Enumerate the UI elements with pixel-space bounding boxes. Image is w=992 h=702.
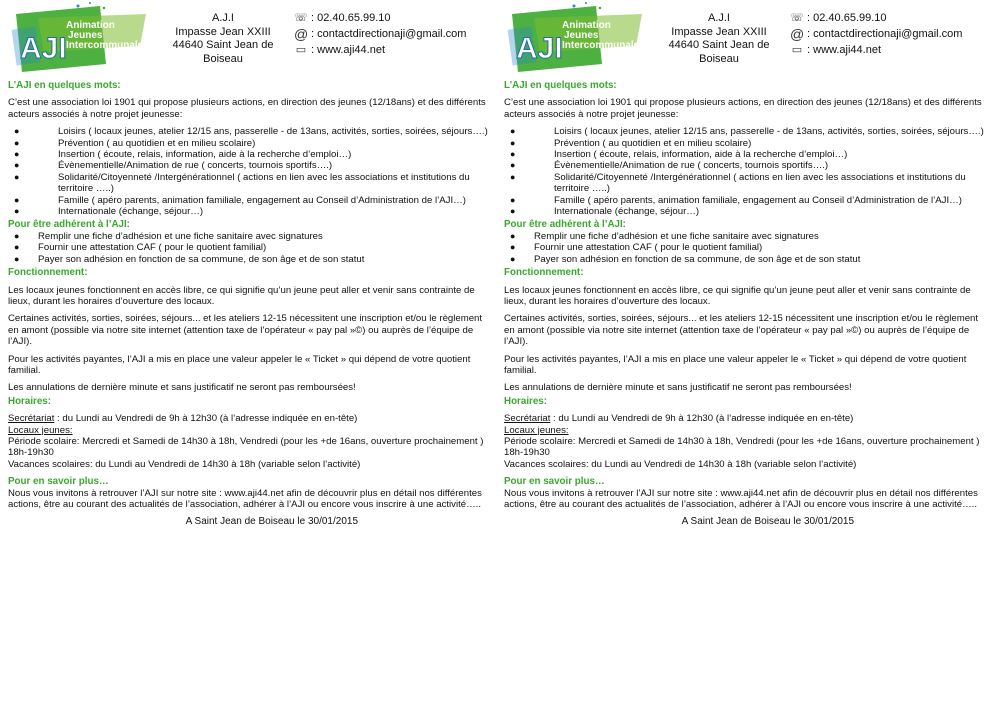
- hours-secretariat: [504, 413, 984, 424]
- computer-icon: ▭: [791, 44, 803, 56]
- bullet-icon: ●: [14, 160, 20, 171]
- youth-premises-label: Locaux jeunes:: [504, 424, 569, 436]
- logo-big-text: AJI: [20, 32, 67, 65]
- heading-more-info: Pour en savoir plus…: [504, 476, 605, 488]
- list-item: ● Insertion ( écoute, relais, information, aide à la recherche d’emploi…): [510, 149, 848, 161]
- contact-block: ☏ : 02.40.65.99.10 @ : contactdirectionaji@gmail.com ▭ : www.aji44.net: [294, 12, 467, 56]
- logo-line3: Intercommunale: [562, 40, 640, 51]
- secretariat-hours: : du Lundi au Vendredi de 9h à 12h30 (à l’adresse indiquée en en-tête): [54, 413, 358, 425]
- bullet-icon: ●: [510, 242, 516, 253]
- requirements-list: [8, 231, 488, 265]
- bullet-icon: ●: [14, 242, 20, 253]
- address-line-street: Impasse Jean XXIII: [671, 25, 767, 38]
- logo-line1: Animation: [562, 20, 611, 31]
- list-item: ● Fournir une attestation CAF ( pour le quotient familial): [14, 242, 267, 254]
- list-item: ● Insertion ( écoute, relais, information, aide à la recherche d’emploi…): [14, 149, 352, 161]
- bullet-icon: ●: [14, 149, 20, 160]
- hours-holidays: Vacances scolaires: du Lundi au Vendredi de 14h30 à 18h (variable selon l’activité): [8, 458, 361, 470]
- list-item: ● Évènementielle/Animation de rue ( concerts, tournois sportifs….): [14, 160, 333, 172]
- more-info-paragraph: Nous vous invitons à retrouver l’AJI sur notre site : www.aji44.net afin de découvrir plus en détail nos différentes actions, être au courant des actualités de l’association, adhérer à l’AJI ou encore vous inscrire à une activité…..: [8, 487, 482, 510]
- list-item: ● Remplir une fiche d’adhésion et une fiche sanitaire avec signatures: [510, 230, 819, 242]
- bullet-icon: ●: [510, 137, 516, 148]
- header: [8, 0, 488, 78]
- phone-number: 02.40.65.99.10: [813, 12, 887, 24]
- paragraph-cancellation: Les annulations de dernière minute et sans justificatif ne seront pas remboursées!: [8, 382, 356, 394]
- bullet-icon: ●: [14, 253, 20, 264]
- bullet-icon: ●: [14, 194, 20, 205]
- logo-line3: Intercommunale: [66, 40, 144, 51]
- association-address: [650, 12, 788, 66]
- paragraph-access: Les locaux jeunes fonctionnent en accès libre, ce qui signifie qu’un jeune peut aller et venir sans contrainte de lieux, durant les horaires d’ouverture des locaux.: [8, 284, 475, 307]
- logo-line2: Jeunes: [564, 30, 599, 41]
- hours-school-period: Période scolaire: Mercredi et Samedi de 14h30 à 18h, Vendredi (pour les +de 16ans, ouverture prochainement ) 18h-19h30: [8, 435, 484, 459]
- paragraph-registration: Certaines activités, sorties, soirées, séjours... et les ateliers 12-15 nécessitent une inscription et/ou le règlement en amont (possible via notre site internet (attention taxe de l’opérateur « pay pal »©) ou auprès de l’équipe de l’AJI).: [504, 313, 979, 348]
- list-item: ● Prévention ( au quotidien et en milieu scolaire): [510, 137, 752, 149]
- telephone-icon: ☏: [294, 12, 308, 24]
- address-line-name: A.J.I: [211, 12, 234, 24]
- list-item: ● Internationale (échange, séjour…): [510, 206, 700, 218]
- address-line-street: Impasse Jean XXIII: [175, 25, 271, 38]
- actions-list: [8, 126, 488, 217]
- bullet-icon: ●: [510, 230, 516, 241]
- paragraph-cancellation: Les annulations de dernière minute et sans justificatif ne seront pas remboursées!: [504, 382, 852, 394]
- list-item: ● Payer son adhésion en fonction de sa commune, de son âge et de son statut: [14, 253, 365, 265]
- email-address[interactable]: contactdirectionaji@gmail.com: [317, 28, 467, 40]
- heading-membership: Pour être adhérent à l’AJI:: [8, 219, 130, 231]
- paragraph-registration: Certaines activités, sorties, soirées, séjours... et les ateliers 12-15 nécessitent une inscription et/ou le règlement en amont (possible via notre site internet (attention taxe de l’opérateur « pay pal »©) ou auprès de l’équipe de l’AJI).: [8, 313, 483, 348]
- flyer-page-right: [504, 0, 984, 702]
- association-address: [154, 12, 292, 66]
- list-item: ● Payer son adhésion en fonction de sa commune, de son âge et de son statut: [510, 253, 861, 265]
- phone-number: 02.40.65.99.10: [317, 12, 391, 24]
- heading-hours: Horaires:: [8, 395, 52, 407]
- intro-paragraph: C’est une association loi 1901 qui propose plusieurs actions, en direction des jeunes (12/18ans) et des différents acteurs associés à notre projet jeunesse:: [8, 97, 486, 120]
- secretariat-label: Secrétariat: [8, 413, 55, 425]
- actions-list: [504, 126, 984, 217]
- address-line-city: 44640 Saint Jean de Boiseau: [172, 39, 274, 65]
- paragraph-ticket: Pour les activités payantes, l’AJI a mis en place une valeur appeler le « Ticket » qui dépend de votre quotient familial.: [8, 353, 471, 376]
- bullet-icon: ●: [14, 137, 20, 148]
- intro-paragraph: C’est une association loi 1901 qui propose plusieurs actions, en direction des jeunes (12/18ans) et des différents acteurs associés à notre projet jeunesse:: [504, 97, 982, 120]
- website-link[interactable]: www.aji44.net: [317, 44, 385, 56]
- more-info-paragraph: Nous vous invitons à retrouver l’AJI sur notre site : www.aji44.net afin de découvrir plus en détail nos différentes actions, être au courant des actualités de l’association, adhérer à l’AJI ou encore vous inscrire à une activité…..: [504, 487, 978, 510]
- heading-hours: Horaires:: [504, 395, 548, 407]
- computer-icon: ▭: [295, 44, 307, 56]
- heading-intro: L’AJI en quelques mots:: [504, 80, 617, 91]
- hours-school-period: Période scolaire: Mercredi et Samedi de 14h30 à 18h, Vendredi (pour les +de 16ans, ouverture prochainement ) 18h-19h30: [504, 435, 980, 459]
- bullet-icon: ●: [510, 160, 516, 171]
- flyer-page-left: [8, 0, 488, 702]
- bullet-icon: ●: [14, 230, 20, 241]
- list-item: ● Famille ( apéro parents, animation familiale, engagement au Conseil d’Administration de l’AJI…): [510, 194, 962, 206]
- bullet-icon: ●: [14, 206, 20, 217]
- hours-holidays: Vacances scolaires: du Lundi au Vendredi de 14h30 à 18h (variable selon l’activité): [504, 458, 857, 470]
- address-line-name: A.J.I: [707, 12, 730, 24]
- list-item: ● Solidarité/Citoyenneté /Intergénérationnel ( actions en lien avec les associations et institutions du territoire …..): [14, 171, 470, 195]
- heading-intro: L’AJI en quelques mots:: [8, 80, 121, 91]
- aji-logo: [8, 0, 148, 78]
- heading-membership: Pour être adhérent à l’AJI:: [504, 219, 626, 231]
- bullet-icon: ●: [510, 206, 516, 217]
- signature-date: A Saint Jean de Boiseau le 30/01/2015: [681, 516, 854, 528]
- telephone-icon: ☏: [790, 12, 804, 24]
- bullet-icon: ●: [510, 194, 516, 205]
- signature-date: A Saint Jean de Boiseau le 30/01/2015: [185, 516, 358, 528]
- bullet-icon: ●: [14, 171, 20, 182]
- heading-operation: Fonctionnement:: [504, 267, 584, 279]
- heading-operation: Fonctionnement:: [8, 267, 88, 279]
- logo-big-text: AJI: [516, 32, 563, 65]
- list-item: ● Prévention ( au quotidien et en milieu scolaire): [14, 137, 256, 149]
- bullet-icon: ●: [510, 253, 516, 264]
- contact-block: ☏ : 02.40.65.99.10 @ : contactdirectionaji@gmail.com ▭ : www.aji44.net: [790, 12, 963, 56]
- paragraph-ticket: Pour les activités payantes, l’AJI a mis en place une valeur appeler le « Ticket » qui dépend de votre quotient familial.: [504, 353, 967, 376]
- paragraph-access: Les locaux jeunes fonctionnent en accès libre, ce qui signifie qu’un jeune peut aller et venir sans contrainte de lieux, durant les horaires d’ouverture des locaux.: [504, 284, 971, 307]
- website-link[interactable]: www.aji44.net: [813, 44, 881, 56]
- requirements-list: [504, 231, 984, 265]
- email-address[interactable]: contactdirectionaji@gmail.com: [813, 28, 963, 40]
- list-item: ● Internationale (échange, séjour…): [14, 206, 204, 218]
- secretariat-hours: : du Lundi au Vendredi de 9h à 12h30 (à l’adresse indiquée en en-tête): [550, 413, 854, 425]
- at-sign-icon: @: [790, 26, 805, 42]
- list-item: ● Loisirs ( locaux jeunes, atelier 12/15 ans, passerelle - de 13ans, activités, sorties, soirées, séjours….): [14, 126, 488, 138]
- heading-more-info: Pour en savoir plus…: [8, 476, 109, 488]
- list-item: ● Remplir une fiche d’adhésion et une fiche sanitaire avec signatures: [14, 230, 323, 242]
- list-item: ● Famille ( apéro parents, animation familiale, engagement au Conseil d’Administration de l’AJI…): [14, 194, 466, 206]
- list-item: ● Solidarité/Citoyenneté /Intergénérationnel ( actions en lien avec les associations et institutions du territoire …..): [510, 171, 966, 195]
- header: [504, 0, 984, 78]
- list-item: ● Évènementielle/Animation de rue ( concerts, tournois sportifs….): [510, 160, 829, 172]
- logo-line2: Jeunes: [68, 30, 103, 41]
- bullet-icon: ●: [14, 126, 20, 137]
- bullet-icon: ●: [510, 126, 516, 137]
- list-item: ● Loisirs ( locaux jeunes, atelier 12/15 ans, passerelle - de 13ans, activités, sorties, soirées, séjours….): [510, 126, 984, 138]
- address-line-city: 44640 Saint Jean de Boiseau: [668, 39, 770, 65]
- secretariat-label: Secrétariat: [504, 413, 551, 425]
- bullet-icon: ●: [510, 171, 516, 182]
- list-item: ● Fournir une attestation CAF ( pour le quotient familial): [510, 242, 763, 254]
- aji-logo: [504, 0, 644, 78]
- bullet-icon: ●: [510, 149, 516, 160]
- hours-secretariat: [8, 413, 488, 424]
- logo-line1: Animation: [66, 20, 115, 31]
- youth-premises-label: Locaux jeunes:: [8, 424, 73, 436]
- at-sign-icon: @: [294, 26, 309, 42]
